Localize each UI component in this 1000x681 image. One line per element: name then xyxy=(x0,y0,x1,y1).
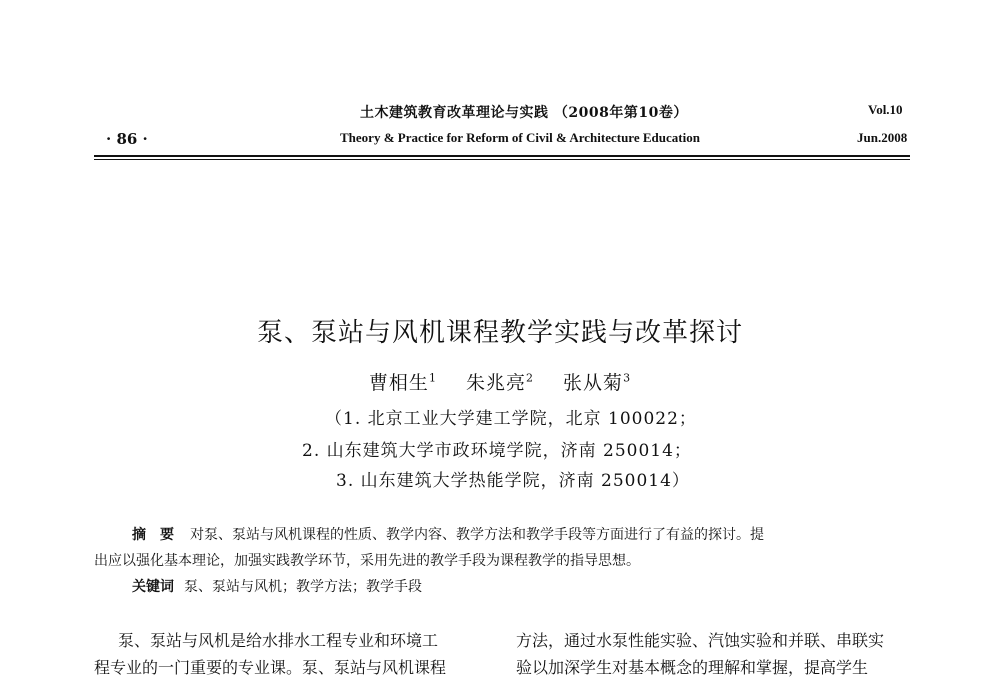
abstract-text-cont: 出应以强化基本理论，加强实践教学环节，采用先进的教学手段为课程教学的指导思想。 xyxy=(94,553,640,569)
header-rule-thin xyxy=(94,159,910,160)
keywords xyxy=(132,576,422,596)
volume: Vol.10 xyxy=(868,102,903,117)
journal-title-en: Theory & Practice for Reform of Civil & Architecture Education xyxy=(340,130,700,145)
body-text: 程专业的一门重要的专业课。泵、泵站与风机课程 xyxy=(94,658,447,677)
author-name: 朱兆亮 xyxy=(465,372,526,394)
header-rule-thick xyxy=(94,155,910,157)
author-list xyxy=(0,368,1000,395)
author-name: 曹相生 xyxy=(368,372,429,394)
keywords-label: 关键词 xyxy=(132,579,174,595)
author-name: 张从菊 xyxy=(563,372,624,394)
author-sup: 2 xyxy=(526,371,534,385)
author-sup: 1 xyxy=(428,371,437,385)
journal-title-cn: 土木建筑教育改革理论与实践 （2008年第10卷） xyxy=(360,105,688,121)
body-text: 方法，通过水泵性能实验、汽蚀实验和并联、串联实 xyxy=(516,631,885,650)
affiliation: 2. 山东建筑大学市政环境学院，济南 250014； xyxy=(302,441,692,461)
page-number: · 86 · xyxy=(106,130,148,148)
affiliation: 3. 山东建筑大学热能学院，济南 250014） xyxy=(336,471,690,491)
abstract xyxy=(132,524,764,544)
article-title: 泵、泵站与风机课程教学实践与改革探讨 xyxy=(256,318,743,348)
issue-date: Jun.2008 xyxy=(857,130,908,145)
abstract-label: 摘要 xyxy=(132,527,188,543)
body-text: 泵、泵站与风机是给水排水工程专业和环境工 xyxy=(118,631,439,650)
keywords-text: 泵、泵站与风机；教学方法；教学手段 xyxy=(184,579,422,595)
affiliation: （1. 北京工业大学建工学院，北京 100022； xyxy=(325,409,697,429)
body-text: 验以加深学生对基本概念的理解和掌握，提高学生 xyxy=(516,658,869,677)
author-sup: 3 xyxy=(623,371,632,385)
abstract-text: 对泵、泵站与风机课程的性质、教学内容、教学方法和教学手段等方面进行了有益的探讨。提 xyxy=(190,527,764,543)
